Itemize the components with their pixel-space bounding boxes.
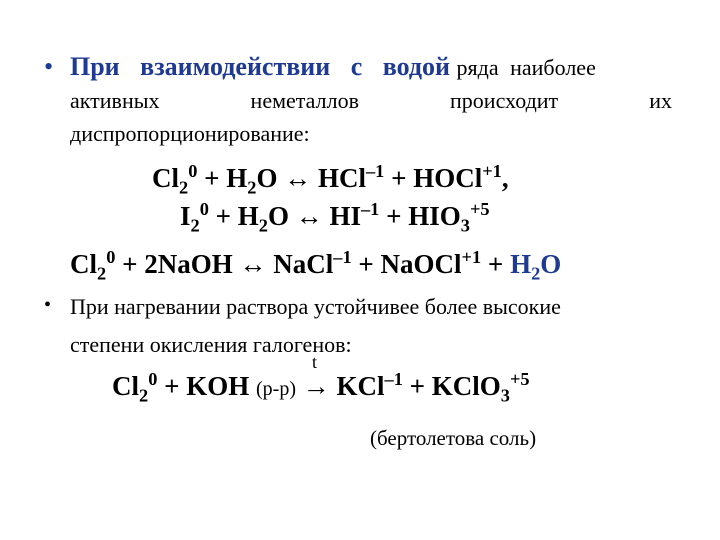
heating-mark: t <box>312 352 318 372</box>
eq-sub: 2 <box>258 215 268 236</box>
eq-text: I <box>180 201 191 231</box>
eq-sub: 2 <box>179 177 189 198</box>
berthollet-salt-note: (бертолетова соль) <box>370 426 537 450</box>
eq-text: + HOCl <box>384 163 483 193</box>
eq-text: + KOH <box>157 371 257 401</box>
eq-sub: 2 <box>139 385 149 406</box>
eq-text: Cl <box>70 249 97 279</box>
eq-sub: 2 <box>97 263 107 284</box>
bullet-1-bold-text: При взаимодействии с водой <box>70 52 451 81</box>
equation-2 <box>180 199 490 236</box>
water-formula <box>510 249 562 284</box>
word: их <box>649 88 672 113</box>
word: активных <box>70 88 160 113</box>
word: происходит <box>450 88 559 113</box>
eq-sup: +5 <box>469 199 490 219</box>
eq-sup: –1 <box>365 161 385 181</box>
bullet-1-line-2 <box>70 88 672 114</box>
word: неметаллов <box>250 88 359 113</box>
eq-sup: 0 <box>199 199 209 219</box>
eq-sup: +1 <box>482 161 502 181</box>
equation-3 <box>70 247 562 284</box>
eq-text: O <box>540 249 562 279</box>
solution-label: (р-р) <box>256 378 296 400</box>
eq-text: + KClO <box>402 371 501 401</box>
eq-sub: 2 <box>247 177 257 198</box>
eq-sup: +5 <box>509 369 530 389</box>
eq-sub: 2 <box>190 215 200 236</box>
eq-text: Cl <box>152 163 179 193</box>
eq-text: + H <box>197 163 248 193</box>
eq-text: + HIO <box>379 201 461 231</box>
eq-text: + <box>481 249 511 279</box>
eq-sup: 0 <box>188 161 198 181</box>
bullet-1-marker: • <box>44 52 54 81</box>
eq-text: H <box>510 249 532 279</box>
equation-1 <box>152 161 509 198</box>
bullet-2-line-2: степени окисления галогенов: <box>70 332 352 357</box>
bullet-1-rest-text: ряда наиболее <box>456 55 596 80</box>
bullet-1-line-1 <box>70 52 672 82</box>
eq-text: → KCl <box>296 371 385 401</box>
eq-sup: –1 <box>384 369 403 389</box>
eq-sup: –1 <box>360 199 380 219</box>
eq-sub: 2 <box>531 263 541 284</box>
eq-sup: +1 <box>461 247 482 267</box>
eq-sup: 0 <box>106 247 116 267</box>
eq-text: O ↔ HCl <box>256 163 366 193</box>
eq-sub: 3 <box>460 215 470 236</box>
eq-text: , <box>501 163 509 193</box>
eq-text: + NaOCl <box>351 249 462 279</box>
eq-text: + 2NaOH ↔ NaCl <box>115 249 334 279</box>
bullet-2-marker: • <box>44 294 52 316</box>
eq-sup: –1 <box>333 247 352 267</box>
eq-sub: 3 <box>500 385 510 406</box>
equation-4 <box>112 369 530 406</box>
bullet-2-line-1: При нагревании раствора устойчивее более высокие <box>70 294 561 319</box>
eq-text: + H <box>208 201 259 231</box>
eq-sup: 0 <box>148 369 158 389</box>
bullet-1-line-3: диспропорционирование: <box>70 121 310 146</box>
eq-text: O ↔ HI <box>267 201 361 231</box>
eq-text: Cl <box>112 371 139 401</box>
